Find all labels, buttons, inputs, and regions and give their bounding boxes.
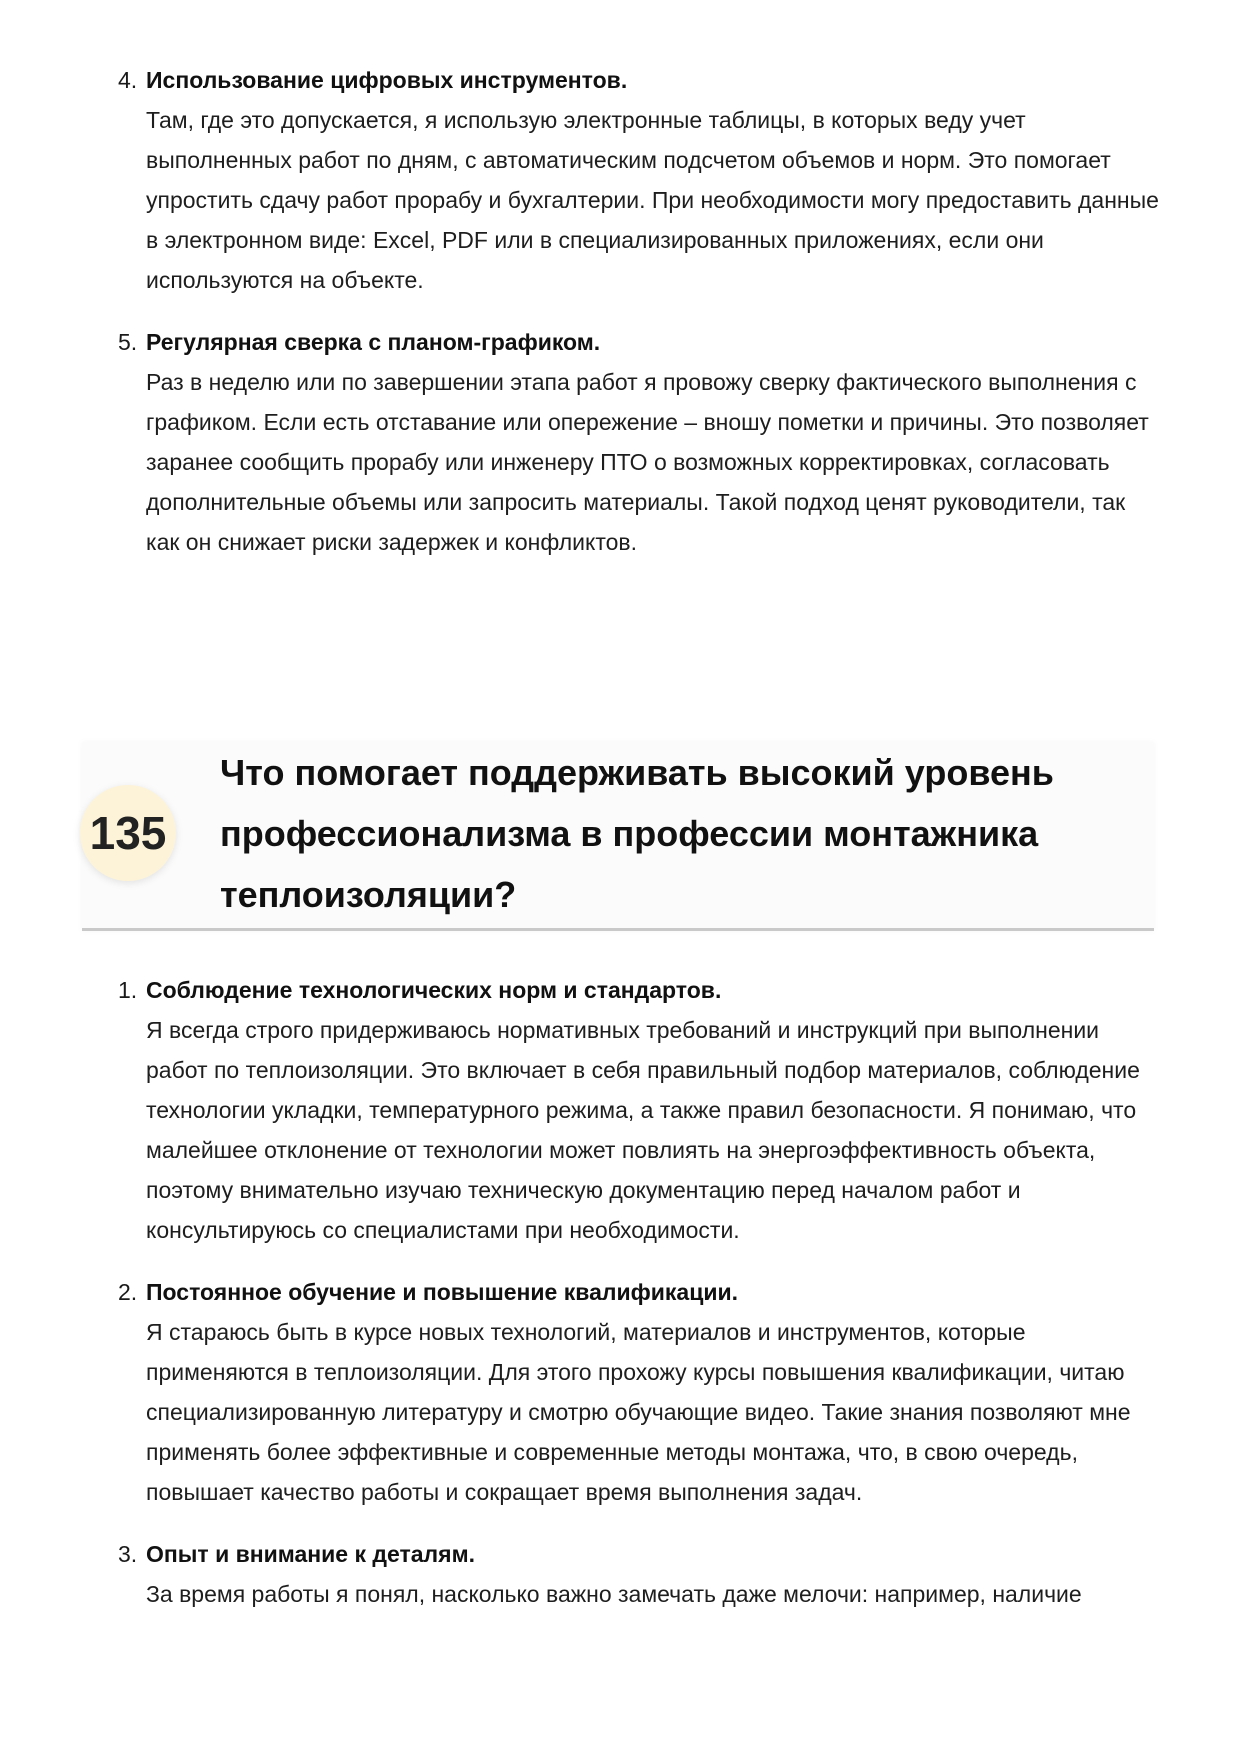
list-item-body: Я всегда строго придерживаюсь нормативных требований и инструкций при выполнении работ по теплоизоляции. Это включает в себя правильный подбор материалов, соблюдение технологии укладки, температурного режима, а также правил безопасности. Я понимаю, что малейшее отклонение от технологии может повлиять на энергоэффективность объекта, поэтому внимательно изучаю техническую документацию перед началом работ и консультируюсь со специалистами при необходимости. <box>146 1017 1140 1243</box>
list-item-body: Там, где это допускается, я использую электронные таблицы, в которых веду учет выполненных работ по дням, с автоматическим подсчетом объемов и норм. Это помогает упростить сдачу работ прорабу и бухгалтерии. При необходимости могу предоставить данные в электронном виде: Excel, PDF или в специализированных приложениях, если они используются на объекте. <box>146 107 1159 293</box>
list-item <box>0 1534 1239 1614</box>
list-item <box>0 1272 1239 1512</box>
question-number-badge <box>80 785 176 881</box>
list-item <box>0 60 1239 300</box>
question-title: Что помогает поддерживать высокий уровень профессионализма в профессии монтажника теплоизоляции? <box>220 752 1054 915</box>
list-item-number: 1. <box>118 977 138 1003</box>
answer-list-previous <box>0 60 1239 584</box>
list-item-title: Постоянное обучение и повышение квалификации. <box>146 1279 739 1305</box>
list-item-number: 5. <box>118 329 138 355</box>
list-item-title: Опыт и внимание к деталям. <box>146 1541 475 1567</box>
list-item-body: За время работы я понял, насколько важно замечать даже мелочи: например, наличие <box>146 1581 1082 1607</box>
list-item-number: 2. <box>118 1279 138 1305</box>
list-item-title: Регулярная сверка с планом-графиком. <box>146 329 601 355</box>
list-item-title: Соблюдение технологических норм и стандартов. <box>146 977 722 1003</box>
list-item <box>0 322 1239 562</box>
list-item <box>0 970 1239 1250</box>
list-item-number: 4. <box>118 67 138 93</box>
list-item-title: Использование цифровых инструментов. <box>146 67 628 93</box>
answer-list <box>0 970 1239 1636</box>
question-number: 135 <box>89 807 167 859</box>
list-item-body: Раз в неделю или по завершении этапа работ я провожу сверку фактического выполнения с графиком. Если есть отставание или опережение – вношу пометки и причины. Это позволяет заранее сообщить прорабу или инженеру ПТО о возможных корректировках, согласовать дополнительные объемы или запросить материалы. Такой подход ценят руководители, так как он снижает риски задержек и конфликтов. <box>146 369 1149 555</box>
list-item-body: Я стараюсь быть в курсе новых технологий, материалов и инструментов, которые применяются в теплоизоляции. Для этого прохожу курсы повышения квалификации, читаю специализированную литературу и смотрю обучающие видео. Такие знания позволяют мне применять более эффективные и современные методы монтажа, что, в свою очередь, повышает качество работы и сокращает время выполнения задач. <box>146 1319 1131 1505</box>
list-item-number: 3. <box>118 1541 138 1567</box>
